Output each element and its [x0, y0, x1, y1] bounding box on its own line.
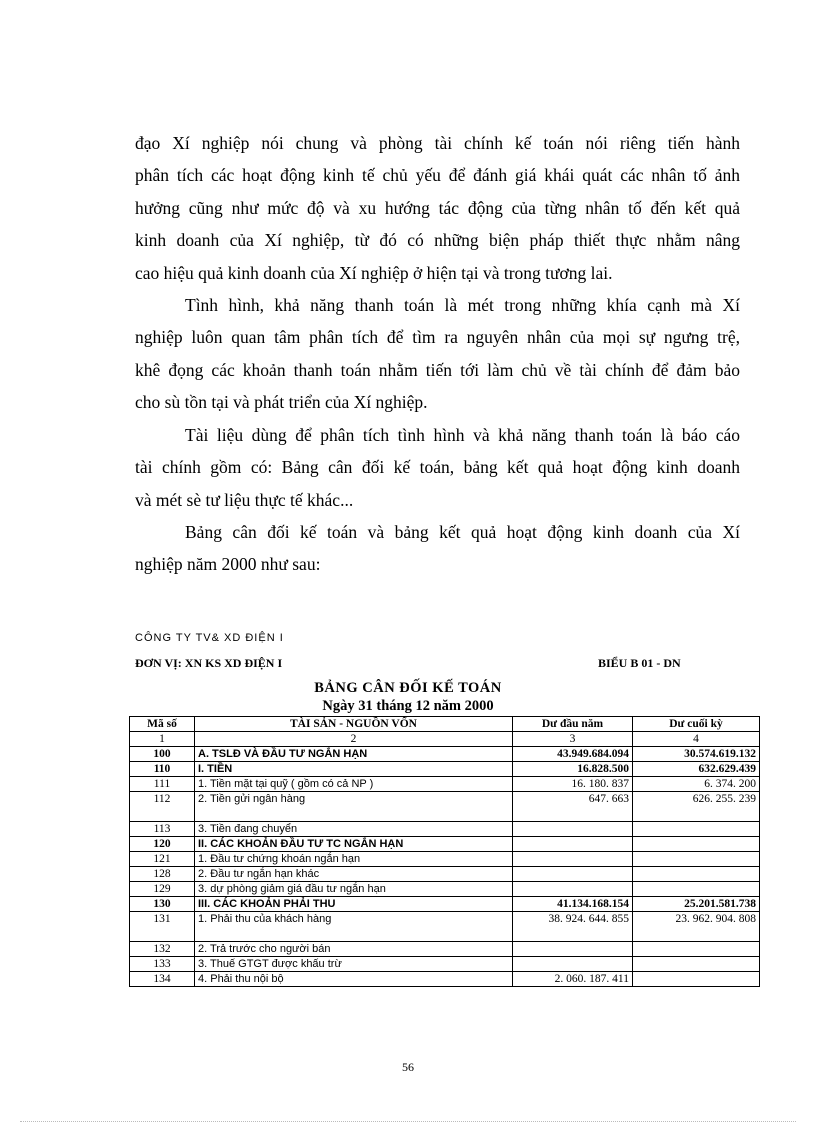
header-begin: Dư đầu năm	[513, 717, 633, 732]
row-begin-cell: 16. 180. 837	[513, 777, 633, 792]
row-code-cell: 100	[130, 747, 195, 762]
report-date: Ngày 31 tháng 12 năm 2000	[322, 698, 494, 714]
row-code-cell: 131	[130, 912, 195, 942]
row-code-cell: 132	[130, 942, 195, 957]
row-code-cell: 129	[130, 882, 195, 897]
row-item-cell: 3. Tiền đang chuyển	[195, 822, 513, 837]
row-code-cell: 121	[130, 852, 195, 867]
row-end-cell	[633, 957, 760, 972]
row-begin-cell: 2. 060. 187. 411	[513, 972, 633, 987]
row-item-cell: 2. Tiền gửi ngân hàng	[195, 792, 513, 822]
row-end-cell	[633, 882, 760, 897]
header-code: Mã số	[130, 717, 195, 732]
row-item-cell: I. TIỀN	[195, 762, 513, 777]
header-item: TÀI SẢN - NGUỒN VỐN	[195, 717, 513, 732]
table-row	[130, 762, 760, 777]
text-line: kinh doanh của Xí nghiệp, từ đó có những biện pháp thiết thực nhằm nâng	[135, 230, 740, 251]
table-row	[130, 897, 760, 912]
row-end-cell: 23. 962. 904. 808	[633, 912, 760, 942]
row-item-cell: II. CÁC KHOẢN ĐẦU TƯ TC NGẮN HẠN	[195, 837, 513, 852]
text-line: và mét sè tư liệu thực tế khác...	[135, 489, 354, 510]
row-code-cell: 111	[130, 777, 195, 792]
table-row	[130, 777, 760, 792]
table-body	[130, 747, 760, 987]
balance-sheet-table	[129, 716, 760, 987]
row-begin-cell: 647. 663	[513, 792, 633, 822]
paragraph-4	[135, 516, 740, 581]
row-begin-cell: 43.949.684.094	[513, 747, 633, 762]
index-cell: 2	[195, 732, 513, 747]
row-end-cell	[633, 837, 760, 852]
table-row	[130, 957, 760, 972]
row-item-cell: 3. Thuế GTGT được khấu trừ	[195, 957, 513, 972]
row-item-cell: 1. Phải thu của khách hàng	[195, 912, 513, 942]
row-end-cell	[633, 972, 760, 987]
row-code-cell: 133	[130, 957, 195, 972]
row-item-cell: 4. Phải thu nội bộ	[195, 972, 513, 987]
table-row	[130, 972, 760, 987]
row-code-cell: 120	[130, 837, 195, 852]
company-name: CÔNG TY TV& XD ĐIỆN I	[135, 632, 284, 644]
row-end-cell: 626. 255. 239	[633, 792, 760, 822]
row-begin-cell: 41.134.168.154	[513, 897, 633, 912]
text-line: tài chính gồm có: Bảng cân đối kế toán, bảng kết quả hoạt động kinh doanh	[135, 457, 740, 478]
form-code: BIỂU B 01 - DN	[598, 656, 681, 670]
row-item-cell: 2. Đầu tư ngắn hạn khác	[195, 867, 513, 882]
row-begin-cell	[513, 852, 633, 867]
table-row	[130, 942, 760, 957]
row-end-cell: 25.201.581.738	[633, 897, 760, 912]
row-end-cell	[633, 942, 760, 957]
row-item-cell: 2. Trả trước cho người bán	[195, 942, 513, 957]
text-line: nghiệp năm 2000 như sau:	[135, 554, 321, 575]
table-row	[130, 822, 760, 837]
paragraph-3	[135, 419, 740, 516]
text-line: Tài liệu dùng để phân tích tình hình và khả năng thanh toán là báo cáo	[185, 425, 740, 445]
text-line: khê đọng các khoản thanh toán nhằm tiến tới làm chủ về tài chính để đảm bảo	[135, 359, 740, 380]
row-end-cell	[633, 852, 760, 867]
table-index-row	[130, 732, 760, 747]
text-line: Bảng cân đối kế toán và bảng kết quả hoạt động kinh doanh của Xí	[185, 522, 740, 542]
row-begin-cell	[513, 822, 633, 837]
row-item-cell: 1. Đầu tư chứng khoán ngắn hạn	[195, 852, 513, 867]
row-code-cell: 113	[130, 822, 195, 837]
row-begin-cell	[513, 942, 633, 957]
row-begin-cell: 38. 924. 644. 855	[513, 912, 633, 942]
row-end-cell: 632.629.439	[633, 762, 760, 777]
index-cell: 1	[130, 732, 195, 747]
table-row	[130, 912, 760, 942]
report-title: BẢNG CÂN ĐỐI KẾ TOÁN	[314, 680, 502, 696]
row-code-cell: 130	[130, 897, 195, 912]
row-begin-cell	[513, 867, 633, 882]
row-item-cell: 1. Tiền mặt tại quỹ ( gồm có cả NP )	[195, 777, 513, 792]
table-row	[130, 792, 760, 822]
row-code-cell: 110	[130, 762, 195, 777]
row-begin-cell: 16.828.500	[513, 762, 633, 777]
text-line: phân tích các hoạt động kinh tế chủ yếu để đánh giá khái quát các nhân tố ảnh	[135, 165, 740, 186]
row-code-cell: 128	[130, 867, 195, 882]
table-row	[130, 747, 760, 762]
table-row	[130, 852, 760, 867]
index-cell: 4	[633, 732, 760, 747]
row-end-cell	[633, 867, 760, 882]
row-end-cell: 6. 374. 200	[633, 777, 760, 792]
row-item-cell: A. TSLĐ VÀ ĐẦU TƯ NGẮN HẠN	[195, 747, 513, 762]
text-line: hưởng cũng như mức độ và xu hướng tác động của từng nhân tố đến kết quả	[135, 197, 740, 218]
paragraph-1	[135, 127, 740, 289]
row-code-cell: 112	[130, 792, 195, 822]
row-end-cell: 30.574.619.132	[633, 747, 760, 762]
row-begin-cell	[513, 957, 633, 972]
table-header-row	[130, 717, 760, 732]
paragraph-2	[135, 289, 740, 419]
table-row	[130, 837, 760, 852]
row-end-cell	[633, 822, 760, 837]
row-item-cell: III. CÁC KHOẢN PHẢI THU	[195, 897, 513, 912]
row-begin-cell	[513, 837, 633, 852]
table-row	[130, 882, 760, 897]
index-cell: 3	[513, 732, 633, 747]
row-item-cell: 3. dự phòng giảm giá đầu tư ngắn hạn	[195, 882, 513, 897]
text-line: cao hiệu quả kinh doanh của Xí nghiệp ở hiện tại và trong tương lai.	[135, 262, 613, 283]
text-line: Tình hình, khả năng thanh toán là mét trong những khía cạnh mà Xí	[185, 295, 740, 315]
page-footer-rule	[20, 1121, 796, 1122]
unit-name: ĐƠN VỊ: XN KS XD ĐIỆN I	[135, 656, 283, 670]
row-begin-cell	[513, 882, 633, 897]
header-end: Dư cuối kỳ	[633, 717, 760, 732]
table-row	[130, 867, 760, 882]
text-line: đạo Xí nghiệp nói chung và phòng tài chính kế toán nói riêng tiến hành	[135, 133, 740, 153]
row-code-cell: 134	[130, 972, 195, 987]
text-line: cho sù tồn tại và phát triển của Xí nghiệp.	[135, 392, 428, 413]
text-line: nghiệp luôn quan tâm phân tích để tìm ra nguyên nhân của mọi sự ngưng trệ,	[135, 327, 740, 348]
page-number: 56	[402, 1060, 414, 1074]
